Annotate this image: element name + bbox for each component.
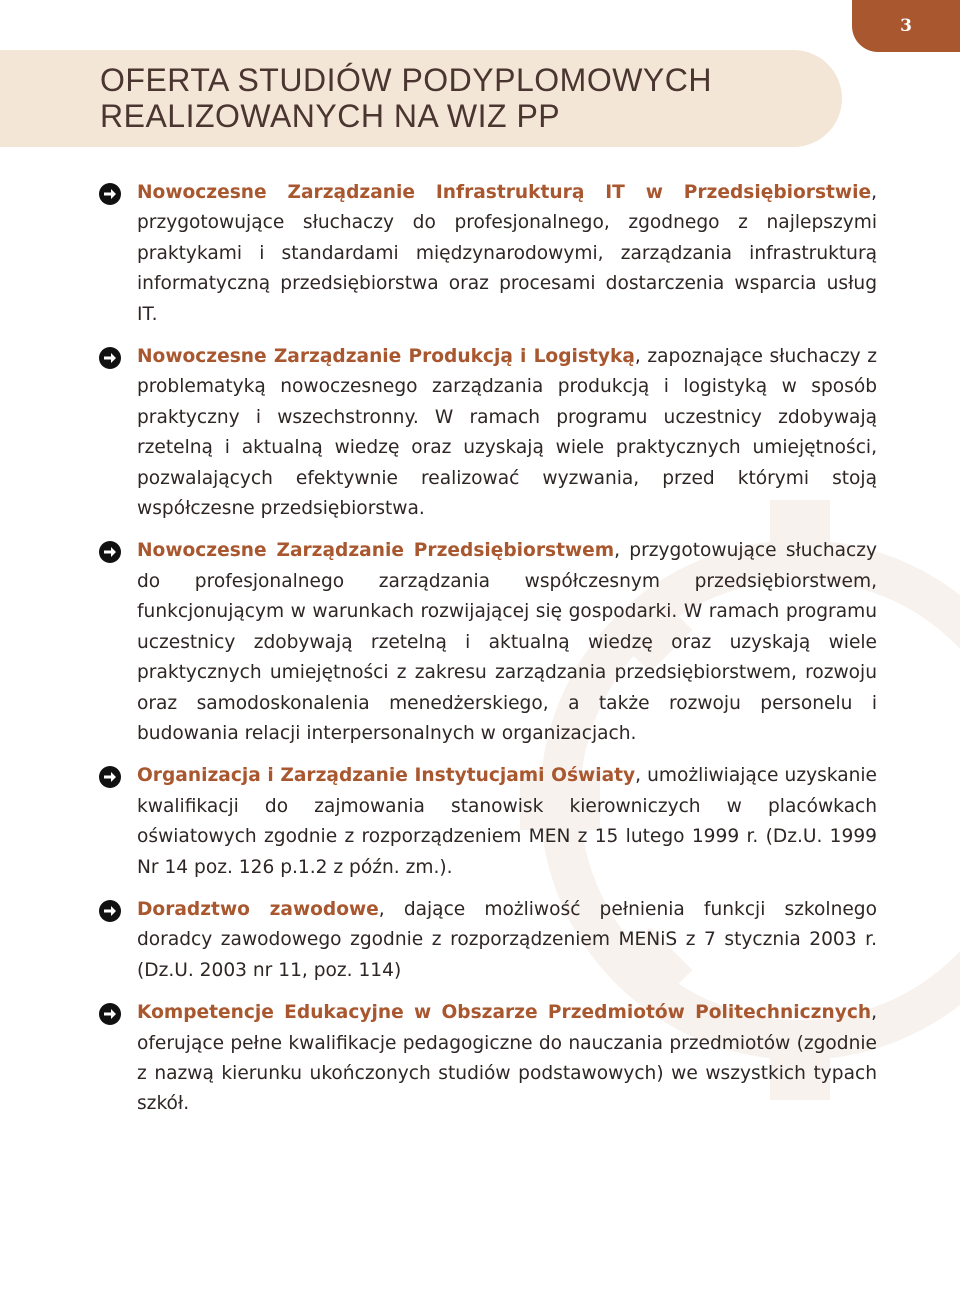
arrow-right-circle-icon	[99, 766, 121, 788]
item-description: , umożliwiające uzyskanie kwalifikacji do zajmowania stanowisk kierowniczych w placówkach oświatowych zgodnie z rozporządzeniem MEN z 15 lutego 1999 r. (Dz.U. 1999 Nr 14 poz. 126 p.1.2 z późn. zm.).	[137, 765, 877, 878]
list-item	[0, 536, 877, 749]
list-item	[0, 761, 877, 883]
item-title: Nowoczesne Zarządzanie Przedsiębiorstwem	[137, 540, 615, 562]
arrow-right-circle-icon	[99, 183, 121, 205]
page-number: 3	[900, 16, 912, 36]
list-item	[0, 342, 877, 524]
item-title: Doradztwo zawodowe	[137, 898, 379, 920]
item-text	[137, 342, 877, 524]
arrow-right-circle-icon	[99, 900, 121, 922]
item-description: , przygotowujące słuchaczy do profesjonalnego zarządzania współczesnym przedsiębiorstwem, funkcjonującym w warunkach rozwijającej się gospodarki. W ramach programu uczestnicy zdobywają rzetelną i aktualną wiedzę oraz uzyskają wiele praktycznych umiejętności z zakresu zarządzania przedsiębiorstwem, rozwoju oraz samodoskonalenia menedżerskiego, a także rozwoju personelu i budowania relacji interpersonalnych w organizacjach.	[137, 540, 877, 744]
item-title: Kompetencje Edukacyjne w Obszarze Przedmiotów Politechnicznych	[137, 1002, 872, 1024]
page-title	[100, 62, 712, 134]
item-description: , oferujące pełne kwalifikacje pedagogiczne do nauczania przedmiotów (zgodnie z nazwą kierunku ukończonych studiów podstawowych) we wszystkich typach szkół.	[137, 1002, 877, 1115]
item-text	[137, 761, 877, 883]
arrow-right-circle-icon	[99, 541, 121, 563]
item-description: , dające możliwość pełnienia funkcji szkolnego doradcy zawodowego zgodnie z rozporządzeniem MENiS z 7 stycznia 2003 r. (Dz.U. 2003 nr 11, poz. 114)	[137, 898, 877, 981]
item-text	[137, 536, 877, 749]
list-item	[0, 895, 877, 986]
item-text	[137, 895, 877, 986]
item-text	[137, 178, 877, 330]
program-list	[0, 178, 960, 1132]
item-description: , zapoznające słuchaczy z problematyką nowoczesnego zarządzania produkcją i logistyką w sposób praktyczny i wszechstronny. W ramach programu uczestnicy zdobywają rzetelną i aktualną wiedzę oraz uzyskają wiele praktycznych umiejętności, pozwalających efektywnie realizować wyzwania, przed którymi stoją współczesne przedsiębiorstwa.	[137, 346, 877, 520]
arrow-right-circle-icon	[99, 347, 121, 369]
title-line-1: OFERTA STUDIÓW PODYPLOMOWYCH	[100, 62, 712, 98]
item-title: Nowoczesne Zarządzanie Produkcją i Logistyką	[137, 346, 635, 368]
list-item	[0, 178, 877, 330]
item-text	[137, 998, 877, 1120]
page-number-tab	[852, 0, 960, 52]
item-title: Organizacja i Zarządzanie Instytucjami Oświaty	[137, 765, 636, 787]
title-line-2: REALIZOWANYCH NA WIZ PP	[100, 98, 561, 134]
item-title: Nowoczesne Zarządzanie Infrastrukturą IT w Przedsiębiorstwie	[137, 182, 872, 203]
item-description: , przygotowujące słuchaczy do profesjonalnego, zgodnego z najlepszymi praktykami i standardami międzynarodowymi, zarządzania infrastrukturą informatyczną przedsiębiorstwa oraz procesami dostarczenia wsparcia usług IT.	[137, 182, 877, 325]
arrow-right-circle-icon	[99, 1003, 121, 1025]
list-item	[0, 998, 877, 1120]
